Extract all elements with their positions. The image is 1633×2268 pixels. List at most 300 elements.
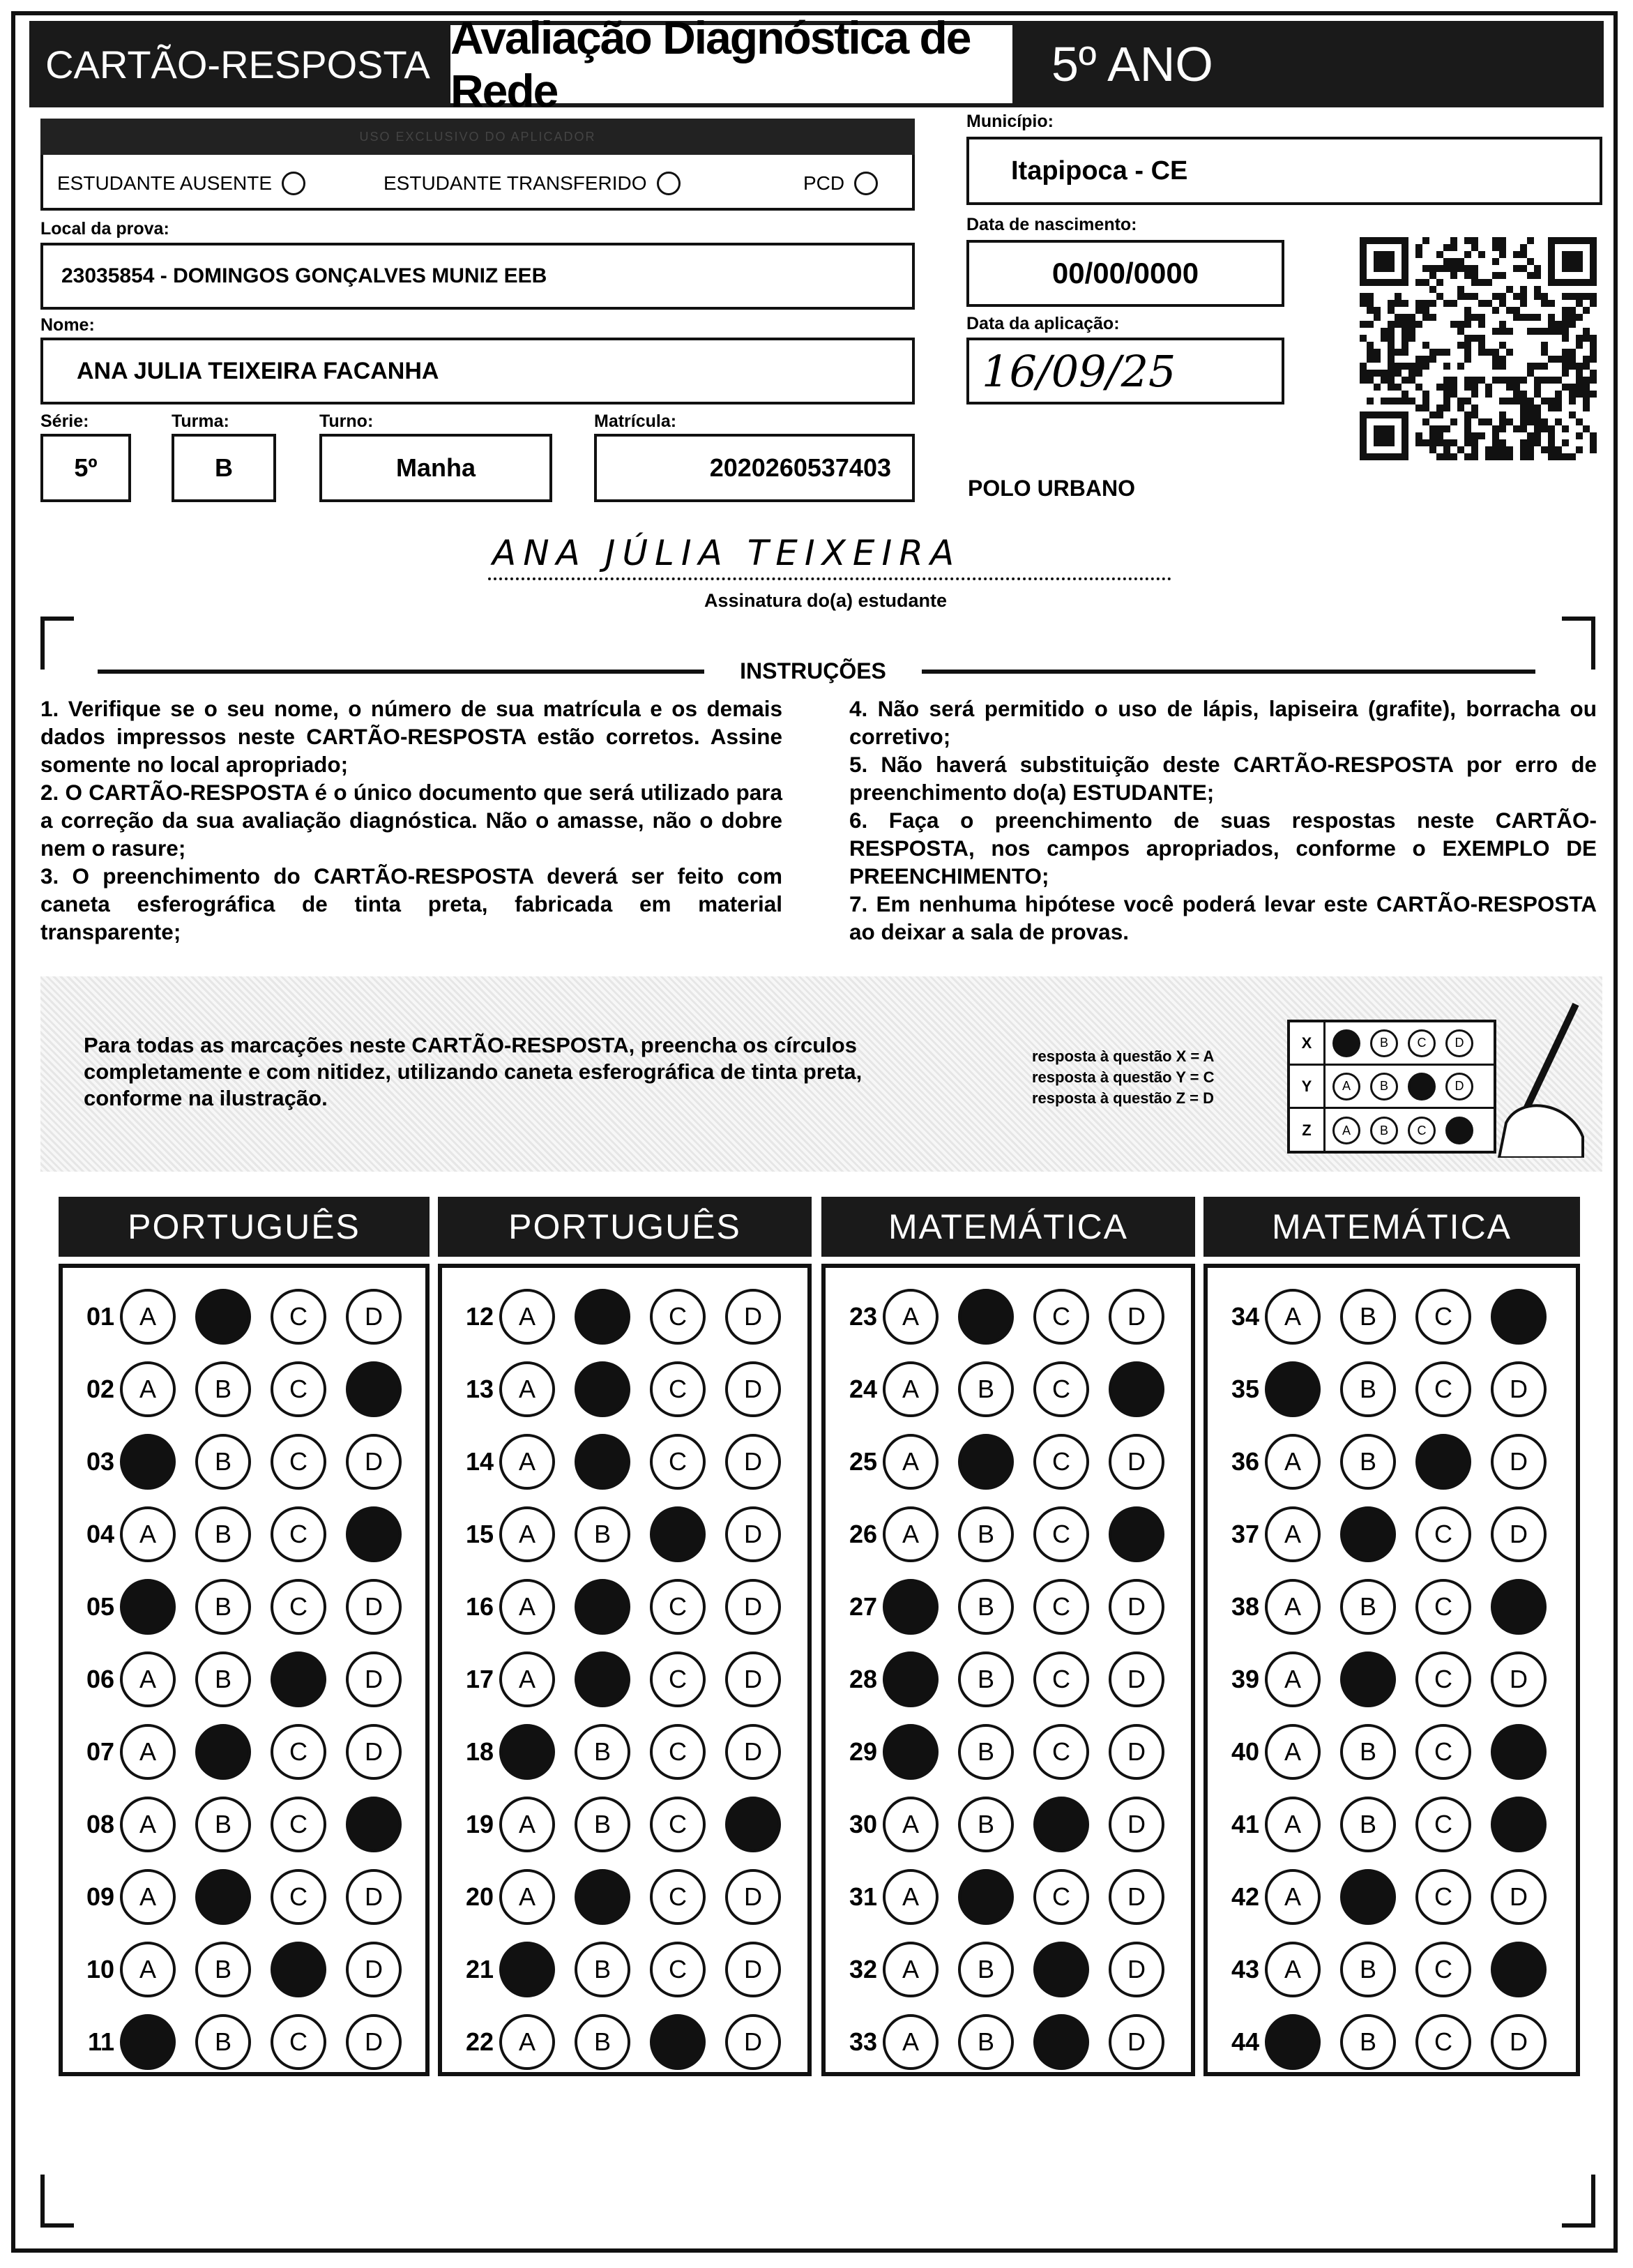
answer-bubble-b[interactable] xyxy=(195,1797,251,1852)
answer-bubble-letter: C xyxy=(289,1375,307,1403)
answer-bubble-a[interactable] xyxy=(120,1942,176,1997)
answer-bubble-b[interactable] xyxy=(575,1651,630,1707)
answer-bubble-letter: A xyxy=(518,1520,536,1548)
turma-value: B xyxy=(215,453,233,482)
answer-bubble-letter: D xyxy=(1127,1737,1146,1766)
answer-bubble-b[interactable] xyxy=(195,1869,251,1925)
question-row xyxy=(1217,1505,1566,1564)
subject-header: PORTUGUÊS xyxy=(438,1197,812,1257)
answer-bubble-c[interactable] xyxy=(1415,1289,1471,1345)
answer-bubble-d[interactable] xyxy=(1491,1289,1547,1345)
answer-bubble-d[interactable] xyxy=(725,1434,781,1490)
answer-bubble-b[interactable] xyxy=(958,1797,1014,1852)
option-pcd-circle[interactable] xyxy=(854,172,878,195)
answer-bubble-c[interactable] xyxy=(1415,1579,1471,1635)
answer-panel xyxy=(438,1264,812,2076)
answer-bubble-a[interactable] xyxy=(120,1506,176,1562)
answer-bubble-a[interactable] xyxy=(499,1289,555,1345)
answer-bubble-d[interactable] xyxy=(725,1942,781,1997)
answer-bubble-letter: B xyxy=(1359,1302,1376,1331)
option-pcd[interactable] xyxy=(803,172,878,195)
answer-bubble-b[interactable] xyxy=(1340,1651,1396,1707)
answer-bubble-letter: D xyxy=(1127,1665,1146,1693)
question-number: 19 xyxy=(465,1810,494,1838)
question-row xyxy=(1217,1650,1566,1709)
answer-bubble-b[interactable] xyxy=(1340,1434,1396,1490)
answer-bubble-d[interactable] xyxy=(346,1579,402,1635)
answer-bubble-c[interactable] xyxy=(1033,1506,1089,1562)
answer-bubble-a[interactable] xyxy=(499,1579,555,1635)
answer-bubble-letter: D xyxy=(744,1955,762,1983)
answer-bubble-d[interactable] xyxy=(1109,1579,1164,1635)
answer-bubble-a[interactable] xyxy=(1265,1869,1321,1925)
answer-bubble-d[interactable] xyxy=(1491,1942,1547,1997)
answer-bubble-b[interactable] xyxy=(1340,2014,1396,2070)
answer-bubble-c[interactable] xyxy=(650,1506,706,1562)
answer-bubble-b[interactable] xyxy=(195,1361,251,1417)
answer-bubble-c[interactable] xyxy=(1033,1651,1089,1707)
example-bubble-d xyxy=(1445,1029,1473,1057)
answer-bubble-a[interactable] xyxy=(883,2014,939,2070)
example-text: Para todas as marcações neste CARTÃO-RESPOSTA, preencha os círculos completamente e com nitidez, utilizando caneta esferográfica de tinta preta, conforme na ilustração. xyxy=(84,1033,863,1110)
answer-bubble-a[interactable] xyxy=(499,1724,555,1780)
answer-bubble-a[interactable] xyxy=(1265,1506,1321,1562)
answer-bubble-d[interactable] xyxy=(725,1361,781,1417)
answer-bubble-letter: A xyxy=(518,1592,536,1621)
answer-bubble-c[interactable] xyxy=(271,1724,326,1780)
answer-bubble-a[interactable] xyxy=(1265,1289,1321,1345)
answer-bubble-a[interactable] xyxy=(883,1797,939,1852)
answer-bubble-letter: B xyxy=(214,1447,231,1476)
answer-bubble-letter: C xyxy=(1434,1665,1452,1693)
answer-bubble-letter: A xyxy=(139,1955,156,1983)
answer-bubble-letter: B xyxy=(1359,1375,1376,1403)
answer-bubble-a[interactable] xyxy=(883,1579,939,1635)
answer-bubble-a[interactable] xyxy=(120,1797,176,1852)
question-row xyxy=(835,1360,1184,1419)
answer-bubble-b[interactable] xyxy=(958,1942,1014,1997)
answer-bubble-letter: A xyxy=(902,1375,919,1403)
answer-bubble-letter: D xyxy=(1510,1882,1528,1911)
answer-bubble-d[interactable] xyxy=(725,1869,781,1925)
answer-bubble-b[interactable] xyxy=(575,1361,630,1417)
question-number: 03 xyxy=(86,1447,114,1476)
answer-bubble-b[interactable] xyxy=(1340,1869,1396,1925)
answer-bubble-letter: B xyxy=(214,1810,231,1838)
answer-bubble-letter: C xyxy=(669,1592,687,1621)
answer-bubble-b[interactable] xyxy=(575,1506,630,1562)
answer-bubble-letter: A xyxy=(518,2027,536,2056)
answer-bubble-b[interactable] xyxy=(958,1651,1014,1707)
answer-bubble-b[interactable] xyxy=(958,1579,1014,1635)
answer-bubble-letter: B xyxy=(593,1955,611,1983)
answer-bubble-d[interactable] xyxy=(1491,1724,1547,1780)
answer-bubble-letter: D xyxy=(744,1592,762,1621)
nascimento-value: 00/00/0000 xyxy=(1051,257,1199,289)
answer-bubble-d[interactable] xyxy=(1109,1942,1164,1997)
answer-bubble-letter: D xyxy=(365,1955,383,1983)
answer-bubble-d[interactable] xyxy=(1109,2014,1164,2070)
answer-bubble-letter: B xyxy=(977,1737,994,1766)
answer-bubble-c[interactable] xyxy=(650,1434,706,1490)
answer-bubble-letter: C xyxy=(669,1882,687,1911)
answer-bubble-b[interactable] xyxy=(195,1506,251,1562)
question-row xyxy=(452,1795,800,1854)
answer-bubble-letter: D xyxy=(1127,2027,1146,2056)
answer-bubble-a[interactable] xyxy=(1265,1797,1321,1852)
answer-bubble-letter: B xyxy=(977,2027,994,2056)
local-field xyxy=(40,243,915,310)
example-row xyxy=(1290,1109,1494,1152)
answer-bubble-a[interactable] xyxy=(120,1869,176,1925)
answer-bubble-a[interactable] xyxy=(499,1434,555,1490)
answer-bubble-c[interactable] xyxy=(650,2014,706,2070)
answer-bubble-b[interactable] xyxy=(195,1289,251,1345)
answer-bubble-a[interactable] xyxy=(120,1289,176,1345)
answer-bubble-c[interactable] xyxy=(1033,1434,1089,1490)
answer-bubble-letter: C xyxy=(1434,2027,1452,2056)
answer-bubble-b[interactable] xyxy=(958,2014,1014,2070)
answer-bubble-a[interactable] xyxy=(1265,1434,1321,1490)
answer-bubble-c[interactable] xyxy=(650,1579,706,1635)
answer-bubble-a[interactable] xyxy=(883,1651,939,1707)
answer-bubble-c[interactable] xyxy=(1033,1797,1089,1852)
answer-bubble-c[interactable] xyxy=(650,1651,706,1707)
answer-bubble-b[interactable] xyxy=(195,1434,251,1490)
answer-bubble-a[interactable] xyxy=(120,1724,176,1780)
answer-bubble-d[interactable] xyxy=(1109,1724,1164,1780)
answer-bubble-c[interactable] xyxy=(271,1651,326,1707)
example-legend xyxy=(1032,1046,1214,1109)
answer-bubble-b[interactable] xyxy=(195,1579,251,1635)
answer-bubble-c[interactable] xyxy=(1415,2014,1471,2070)
answer-bubble-a[interactable] xyxy=(499,1869,555,1925)
answer-bubble-letter: B xyxy=(593,2027,611,2056)
answer-bubble-a[interactable] xyxy=(1265,1651,1321,1707)
question-row xyxy=(835,1868,1184,1926)
instruction-7: 7. Em nenhuma hipótese você poderá levar este CARTÃO-RESPOSTA ao deixar a sala de provas. xyxy=(849,891,1597,944)
question-row xyxy=(1217,1940,1566,1999)
answer-bubble-letter: C xyxy=(1052,1375,1070,1403)
answer-bubble-b[interactable] xyxy=(958,1506,1014,1562)
municipio-field xyxy=(966,137,1602,205)
question-number: 20 xyxy=(465,1882,494,1911)
answer-bubble-b[interactable] xyxy=(1340,1942,1396,1997)
answer-bubble-letter: C xyxy=(289,1882,307,1911)
answer-bubble-d[interactable] xyxy=(1491,1506,1547,1562)
answer-bubble-c[interactable] xyxy=(650,1724,706,1780)
answer-bubble-d[interactable] xyxy=(346,1434,402,1490)
answer-bubble-b[interactable] xyxy=(958,1361,1014,1417)
question-number: 39 xyxy=(1231,1665,1259,1693)
answer-bubble-c[interactable] xyxy=(271,2014,326,2070)
answer-bubble-d[interactable] xyxy=(1491,1434,1547,1490)
answer-bubble-b[interactable] xyxy=(195,2014,251,2070)
answer-bubble-c[interactable] xyxy=(1415,1651,1471,1707)
example-bubble-letter: A xyxy=(1342,1079,1351,1093)
example-bubble-a xyxy=(1332,1029,1360,1057)
question-row xyxy=(452,1940,800,1999)
question-row xyxy=(1217,1287,1566,1346)
option-transferred-circle[interactable] xyxy=(657,172,681,195)
answer-bubble-letter: D xyxy=(744,1665,762,1693)
answer-bubble-c[interactable] xyxy=(1415,1506,1471,1562)
answer-bubble-c[interactable] xyxy=(271,1289,326,1345)
answer-bubble-d[interactable] xyxy=(1109,1506,1164,1562)
example-bubble-c xyxy=(1408,1117,1436,1144)
instructions-left xyxy=(40,695,782,946)
answer-bubble-letter: D xyxy=(365,1447,383,1476)
answer-bubble-d[interactable] xyxy=(1491,1651,1547,1707)
question-row xyxy=(1217,1360,1566,1419)
answer-bubble-d[interactable] xyxy=(725,1289,781,1345)
answer-bubble-d[interactable] xyxy=(1491,1869,1547,1925)
answer-bubble-a[interactable] xyxy=(120,1434,176,1490)
answer-bubble-letter: A xyxy=(1284,1810,1301,1838)
status-options xyxy=(40,155,915,211)
answer-bubble-a[interactable] xyxy=(1265,1361,1321,1417)
answer-bubble-c[interactable] xyxy=(1033,1361,1089,1417)
answer-bubble-a[interactable] xyxy=(120,2014,176,2070)
answer-bubble-letter: D xyxy=(744,1302,762,1331)
example-bubble-a xyxy=(1332,1073,1360,1101)
question-row xyxy=(452,1868,800,1926)
example-legend-y: resposta à questão Y = C xyxy=(1032,1068,1215,1086)
answer-bubble-c[interactable] xyxy=(271,1579,326,1635)
instruction-3: 3. O preenchimento do CARTÃO-RESPOSTA deverá ser feito com caneta esferográfica de tinta preta, fabricada em material transparente; xyxy=(40,863,782,944)
instructions-right xyxy=(849,695,1597,946)
answer-bubble-b[interactable] xyxy=(958,1289,1014,1345)
answer-bubble-d[interactable] xyxy=(1109,1797,1164,1852)
answer-bubble-b[interactable] xyxy=(575,2014,630,2070)
answer-bubble-letter: C xyxy=(1052,1520,1070,1548)
answer-bubble-b[interactable] xyxy=(1340,1361,1396,1417)
answer-bubble-letter: D xyxy=(365,1302,383,1331)
answer-bubble-c[interactable] xyxy=(1033,1289,1089,1345)
answer-bubble-d[interactable] xyxy=(346,2014,402,2070)
answer-bubble-letter: C xyxy=(1434,1882,1452,1911)
answer-bubble-a[interactable] xyxy=(883,1289,939,1345)
answer-bubble-c[interactable] xyxy=(271,1434,326,1490)
option-absent-circle[interactable] xyxy=(282,172,305,195)
answer-bubble-a[interactable] xyxy=(883,1724,939,1780)
answer-bubble-b[interactable] xyxy=(575,1434,630,1490)
answer-bubble-letter: D xyxy=(1127,1810,1146,1838)
question-number: 26 xyxy=(849,1520,877,1548)
answer-bubble-d[interactable] xyxy=(725,1724,781,1780)
question-row xyxy=(452,1505,800,1564)
instruction-6: 6. Faça o preenchimento de suas respostas neste CARTÃO-RESPOSTA, nos campos apropriados, conforme o EXEMPLO DE PREENCHIMENTO; xyxy=(849,808,1597,889)
answer-bubble-a[interactable] xyxy=(499,2014,555,2070)
answer-bubble-a[interactable] xyxy=(883,1942,939,1997)
answer-bubble-letter: D xyxy=(744,1882,762,1911)
answer-bubble-b[interactable] xyxy=(575,1869,630,1925)
answer-bubble-d[interactable] xyxy=(1491,1579,1547,1635)
question-number: 28 xyxy=(849,1665,877,1693)
answer-bubble-d[interactable] xyxy=(725,1797,781,1852)
answer-bubble-b[interactable] xyxy=(1340,1579,1396,1635)
answer-bubble-b[interactable] xyxy=(1340,1289,1396,1345)
answer-bubble-letter: C xyxy=(289,1737,307,1766)
answer-bubble-d[interactable] xyxy=(1109,1434,1164,1490)
question-row xyxy=(1217,1868,1566,1926)
answer-bubble-a[interactable] xyxy=(499,1506,555,1562)
answer-bubble-c[interactable] xyxy=(1033,1579,1089,1635)
answer-panel xyxy=(59,1264,430,2076)
answer-bubble-d[interactable] xyxy=(346,1361,402,1417)
answer-bubble-d[interactable] xyxy=(346,1506,402,1562)
answer-bubble-letter: D xyxy=(1510,2027,1528,2056)
answer-bubble-a[interactable] xyxy=(499,1942,555,1997)
answer-bubble-letter: D xyxy=(1127,1592,1146,1621)
answer-bubble-d[interactable] xyxy=(1491,1797,1547,1852)
answer-bubble-letter: B xyxy=(214,1665,231,1693)
answer-bubble-d[interactable] xyxy=(346,1797,402,1852)
answer-bubble-d[interactable] xyxy=(346,1724,402,1780)
answer-bubble-c[interactable] xyxy=(650,1289,706,1345)
answer-bubble-a[interactable] xyxy=(120,1651,176,1707)
question-number: 43 xyxy=(1231,1955,1259,1983)
answer-bubble-letter: B xyxy=(1359,2027,1376,2056)
answer-bubble-d[interactable] xyxy=(1109,1869,1164,1925)
answer-bubble-d[interactable] xyxy=(725,2014,781,2070)
answer-bubble-c[interactable] xyxy=(271,1506,326,1562)
answer-bubble-letter: B xyxy=(1359,1737,1376,1766)
answer-bubble-d[interactable] xyxy=(346,1942,402,1997)
answer-bubble-b[interactable] xyxy=(575,1289,630,1345)
answer-bubble-a[interactable] xyxy=(883,1361,939,1417)
answer-bubble-c[interactable] xyxy=(650,1797,706,1852)
question-row xyxy=(835,1650,1184,1709)
answer-bubble-letter: A xyxy=(139,1810,156,1838)
answer-bubble-a[interactable] xyxy=(883,1434,939,1490)
answer-bubble-d[interactable] xyxy=(346,1869,402,1925)
answer-panel xyxy=(1203,1264,1580,2076)
answer-bubble-c[interactable] xyxy=(1415,1361,1471,1417)
answer-bubble-letter: B xyxy=(977,1665,994,1693)
answer-bubble-c[interactable] xyxy=(650,1361,706,1417)
answer-bubble-b[interactable] xyxy=(958,1434,1014,1490)
answer-bubble-a[interactable] xyxy=(1265,1579,1321,1635)
instructions-rule-left xyxy=(98,670,704,674)
question-number: 36 xyxy=(1231,1447,1259,1476)
answer-bubble-d[interactable] xyxy=(346,1651,402,1707)
question-row xyxy=(452,2013,800,2071)
example-bubble-b xyxy=(1370,1117,1398,1144)
option-transferred[interactable] xyxy=(383,172,681,195)
answer-bubble-b[interactable] xyxy=(575,1942,630,1997)
answer-bubble-c[interactable] xyxy=(650,1942,706,1997)
answer-bubble-b[interactable] xyxy=(575,1797,630,1852)
question-number: 09 xyxy=(86,1882,114,1911)
answer-bubble-d[interactable] xyxy=(725,1579,781,1635)
answer-bubble-d[interactable] xyxy=(346,1289,402,1345)
answer-bubble-b[interactable] xyxy=(195,1724,251,1780)
answer-bubble-c[interactable] xyxy=(271,1797,326,1852)
answer-bubble-letter: B xyxy=(214,1375,231,1403)
serie-label: Série: xyxy=(40,411,89,431)
corner-mark-top-left xyxy=(40,617,74,670)
answer-bubble-c[interactable] xyxy=(1415,1434,1471,1490)
answer-bubble-c[interactable] xyxy=(271,1869,326,1925)
question-number: 12 xyxy=(465,1302,494,1331)
answer-bubble-letter: B xyxy=(593,1810,611,1838)
answer-bubble-c[interactable] xyxy=(650,1869,706,1925)
answer-panel xyxy=(821,1264,1195,2076)
answer-bubble-a[interactable] xyxy=(120,1361,176,1417)
answer-bubble-b[interactable] xyxy=(195,1651,251,1707)
answer-bubble-d[interactable] xyxy=(1109,1651,1164,1707)
answer-bubble-d[interactable] xyxy=(1109,1361,1164,1417)
answer-bubble-b[interactable] xyxy=(1340,1506,1396,1562)
option-absent[interactable] xyxy=(57,172,305,195)
answer-bubble-a[interactable] xyxy=(1265,1942,1321,1997)
question-row xyxy=(1217,1578,1566,1636)
corner-mark-bottom-right xyxy=(1562,2175,1595,2228)
question-row xyxy=(1217,1795,1566,1854)
answer-bubble-d[interactable] xyxy=(1491,2014,1547,2070)
answer-bubble-a[interactable] xyxy=(499,1797,555,1852)
answer-bubble-letter: A xyxy=(902,1955,919,1983)
answer-bubble-d[interactable] xyxy=(725,1506,781,1562)
answer-bubble-b[interactable] xyxy=(195,1942,251,1997)
answer-bubble-b[interactable] xyxy=(575,1724,630,1780)
answer-bubble-c[interactable] xyxy=(1415,1869,1471,1925)
answer-bubble-a[interactable] xyxy=(499,1361,555,1417)
answer-bubble-letter: C xyxy=(289,1520,307,1548)
question-number: 04 xyxy=(86,1520,114,1548)
answer-bubble-c[interactable] xyxy=(1033,1942,1089,1997)
question-row xyxy=(835,1505,1184,1564)
answer-bubble-b[interactable] xyxy=(575,1579,630,1635)
answer-bubble-c[interactable] xyxy=(271,1361,326,1417)
applicator-bar: USO EXCLUSIVO DO APLICADOR xyxy=(40,119,915,155)
answer-bubble-a[interactable] xyxy=(1265,2014,1321,2070)
answer-bubble-d[interactable] xyxy=(1491,1361,1547,1417)
aplicacao-label: Data da aplicação: xyxy=(966,314,1120,333)
answer-bubble-b[interactable] xyxy=(958,1724,1014,1780)
answer-bubble-d[interactable] xyxy=(1109,1289,1164,1345)
example-row xyxy=(1290,1066,1494,1109)
answer-bubble-letter: A xyxy=(139,1520,156,1548)
answer-bubble-d[interactable] xyxy=(725,1651,781,1707)
answer-bubble-c[interactable] xyxy=(1033,1869,1089,1925)
answer-bubble-a[interactable] xyxy=(499,1651,555,1707)
answer-bubble-c[interactable] xyxy=(1033,2014,1089,2070)
answer-bubble-a[interactable] xyxy=(120,1579,176,1635)
answer-bubble-letter: C xyxy=(669,1737,687,1766)
answer-bubble-letter: C xyxy=(1434,1375,1452,1403)
example-bubble-d xyxy=(1445,1117,1473,1144)
answer-bubble-letter: D xyxy=(744,1375,762,1403)
answer-bubble-c[interactable] xyxy=(1415,1724,1471,1780)
answer-bubble-a[interactable] xyxy=(883,1869,939,1925)
answer-bubble-c[interactable] xyxy=(1415,1797,1471,1852)
answer-bubble-c[interactable] xyxy=(1033,1724,1089,1780)
answer-bubble-letter: C xyxy=(669,1665,687,1693)
name-field xyxy=(40,338,915,405)
answer-bubble-a[interactable] xyxy=(883,1506,939,1562)
answer-bubble-b[interactable] xyxy=(1340,1797,1396,1852)
matricula-value: 2020260537403 xyxy=(709,453,891,482)
answer-bubble-b[interactable] xyxy=(1340,1724,1396,1780)
answer-bubble-c[interactable] xyxy=(271,1942,326,1997)
example-bubble-letter: C xyxy=(1417,1123,1427,1137)
answer-bubble-letter: C xyxy=(1434,1592,1452,1621)
answer-bubble-c[interactable] xyxy=(1415,1942,1471,1997)
answer-bubble-b[interactable] xyxy=(958,1869,1014,1925)
answer-bubble-a[interactable] xyxy=(1265,1724,1321,1780)
